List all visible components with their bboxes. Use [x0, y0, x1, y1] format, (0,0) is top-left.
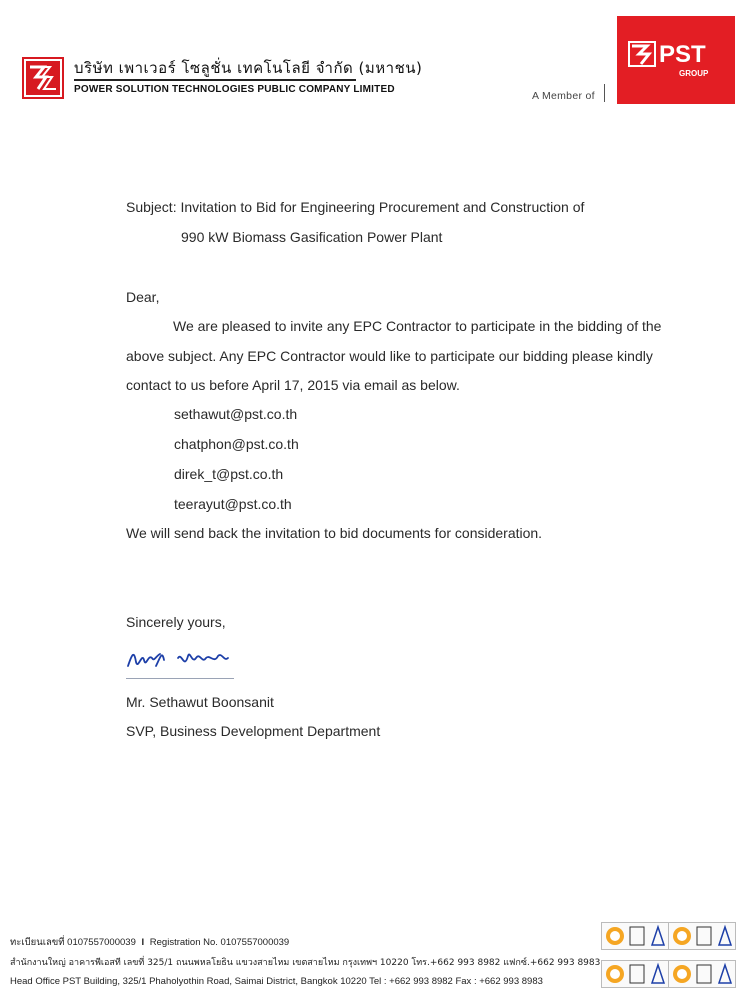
contact-email[interactable]: teerayut@pst.co.th — [174, 496, 292, 512]
sgs-ukas-badge — [668, 922, 736, 950]
registration-english: Registration No. 0107557000039 — [149, 937, 290, 948]
contact-email[interactable]: direk_t@pst.co.th — [174, 466, 284, 482]
pst-logo-sub: GROUP — [679, 69, 709, 78]
registration-separator: I — [141, 937, 145, 948]
company-name-thai: บริษัท เพาเวอร์ โซลูชั่น เทคโนโลยี จำกัด (มหาชน) — [74, 59, 423, 77]
company-name-english: POWER SOLUTION TECHNOLOGIES PUBLIC COMPANY LIMITED — [74, 84, 395, 95]
body-line-3: contact to us before April 17, 2015 via email as below. — [126, 377, 460, 393]
pst-group-logo — [617, 16, 735, 104]
signature-line — [126, 678, 234, 679]
registration-thai: ทะเบียนเลขที่ 0107557000039 — [10, 937, 136, 948]
header-divider — [74, 79, 356, 81]
subject-line: Subject: Invitation to Bid for Engineering Procurement and Construction of — [126, 199, 585, 215]
pst-group-logo-icon — [617, 16, 735, 104]
member-divider — [604, 84, 605, 102]
signer-name: Mr. Sethawut Boonsanit — [126, 694, 274, 710]
address-english: Head Office PST Building, 325/1 Phaholyothin Road, Saimai District, Bangkok 10220 Tel : +662 993 8982 Fax : +662 993 8983 — [10, 976, 543, 987]
sgs-ukas-badge — [601, 922, 669, 950]
sign-off: Sincerely yours, — [126, 614, 226, 630]
body-line-2: above subject. Any EPC Contractor would like to participate our bidding please kindly — [126, 348, 653, 364]
body-line-1: We are pleased to invite any EPC Contractor to participate in the bidding of the — [173, 318, 662, 334]
signer-title: SVP, Business Development Department — [126, 723, 381, 739]
registration-line — [10, 935, 289, 950]
contact-email[interactable]: sethawut@pst.co.th — [174, 406, 298, 422]
closing-line: We will send back the invitation to bid documents for consideration. — [126, 525, 543, 541]
signature-icon — [126, 640, 236, 674]
subject-line-2: 990 kW Biomass Gasification Power Plant — [181, 229, 443, 245]
member-of-label: A Member of — [532, 90, 595, 102]
address-thai: สำนักงานใหญ่ อาคารพีเอสที เลขที่ 325/1 ถนนพหลโยธิน แขวงสายไหม เขตสายไหม กรุงเทพฯ 10220 โทร.+662 993 8982 แฟกซ์.+662 993 8983 — [10, 958, 601, 968]
pst-logo-text: PST — [659, 41, 706, 68]
salutation: Dear, — [126, 289, 160, 305]
company-logo-icon — [22, 57, 64, 99]
contact-email[interactable]: chatphon@pst.co.th — [174, 436, 299, 452]
sgs-ukas-badge — [601, 960, 669, 988]
sgs-ukas-badge — [668, 960, 736, 988]
